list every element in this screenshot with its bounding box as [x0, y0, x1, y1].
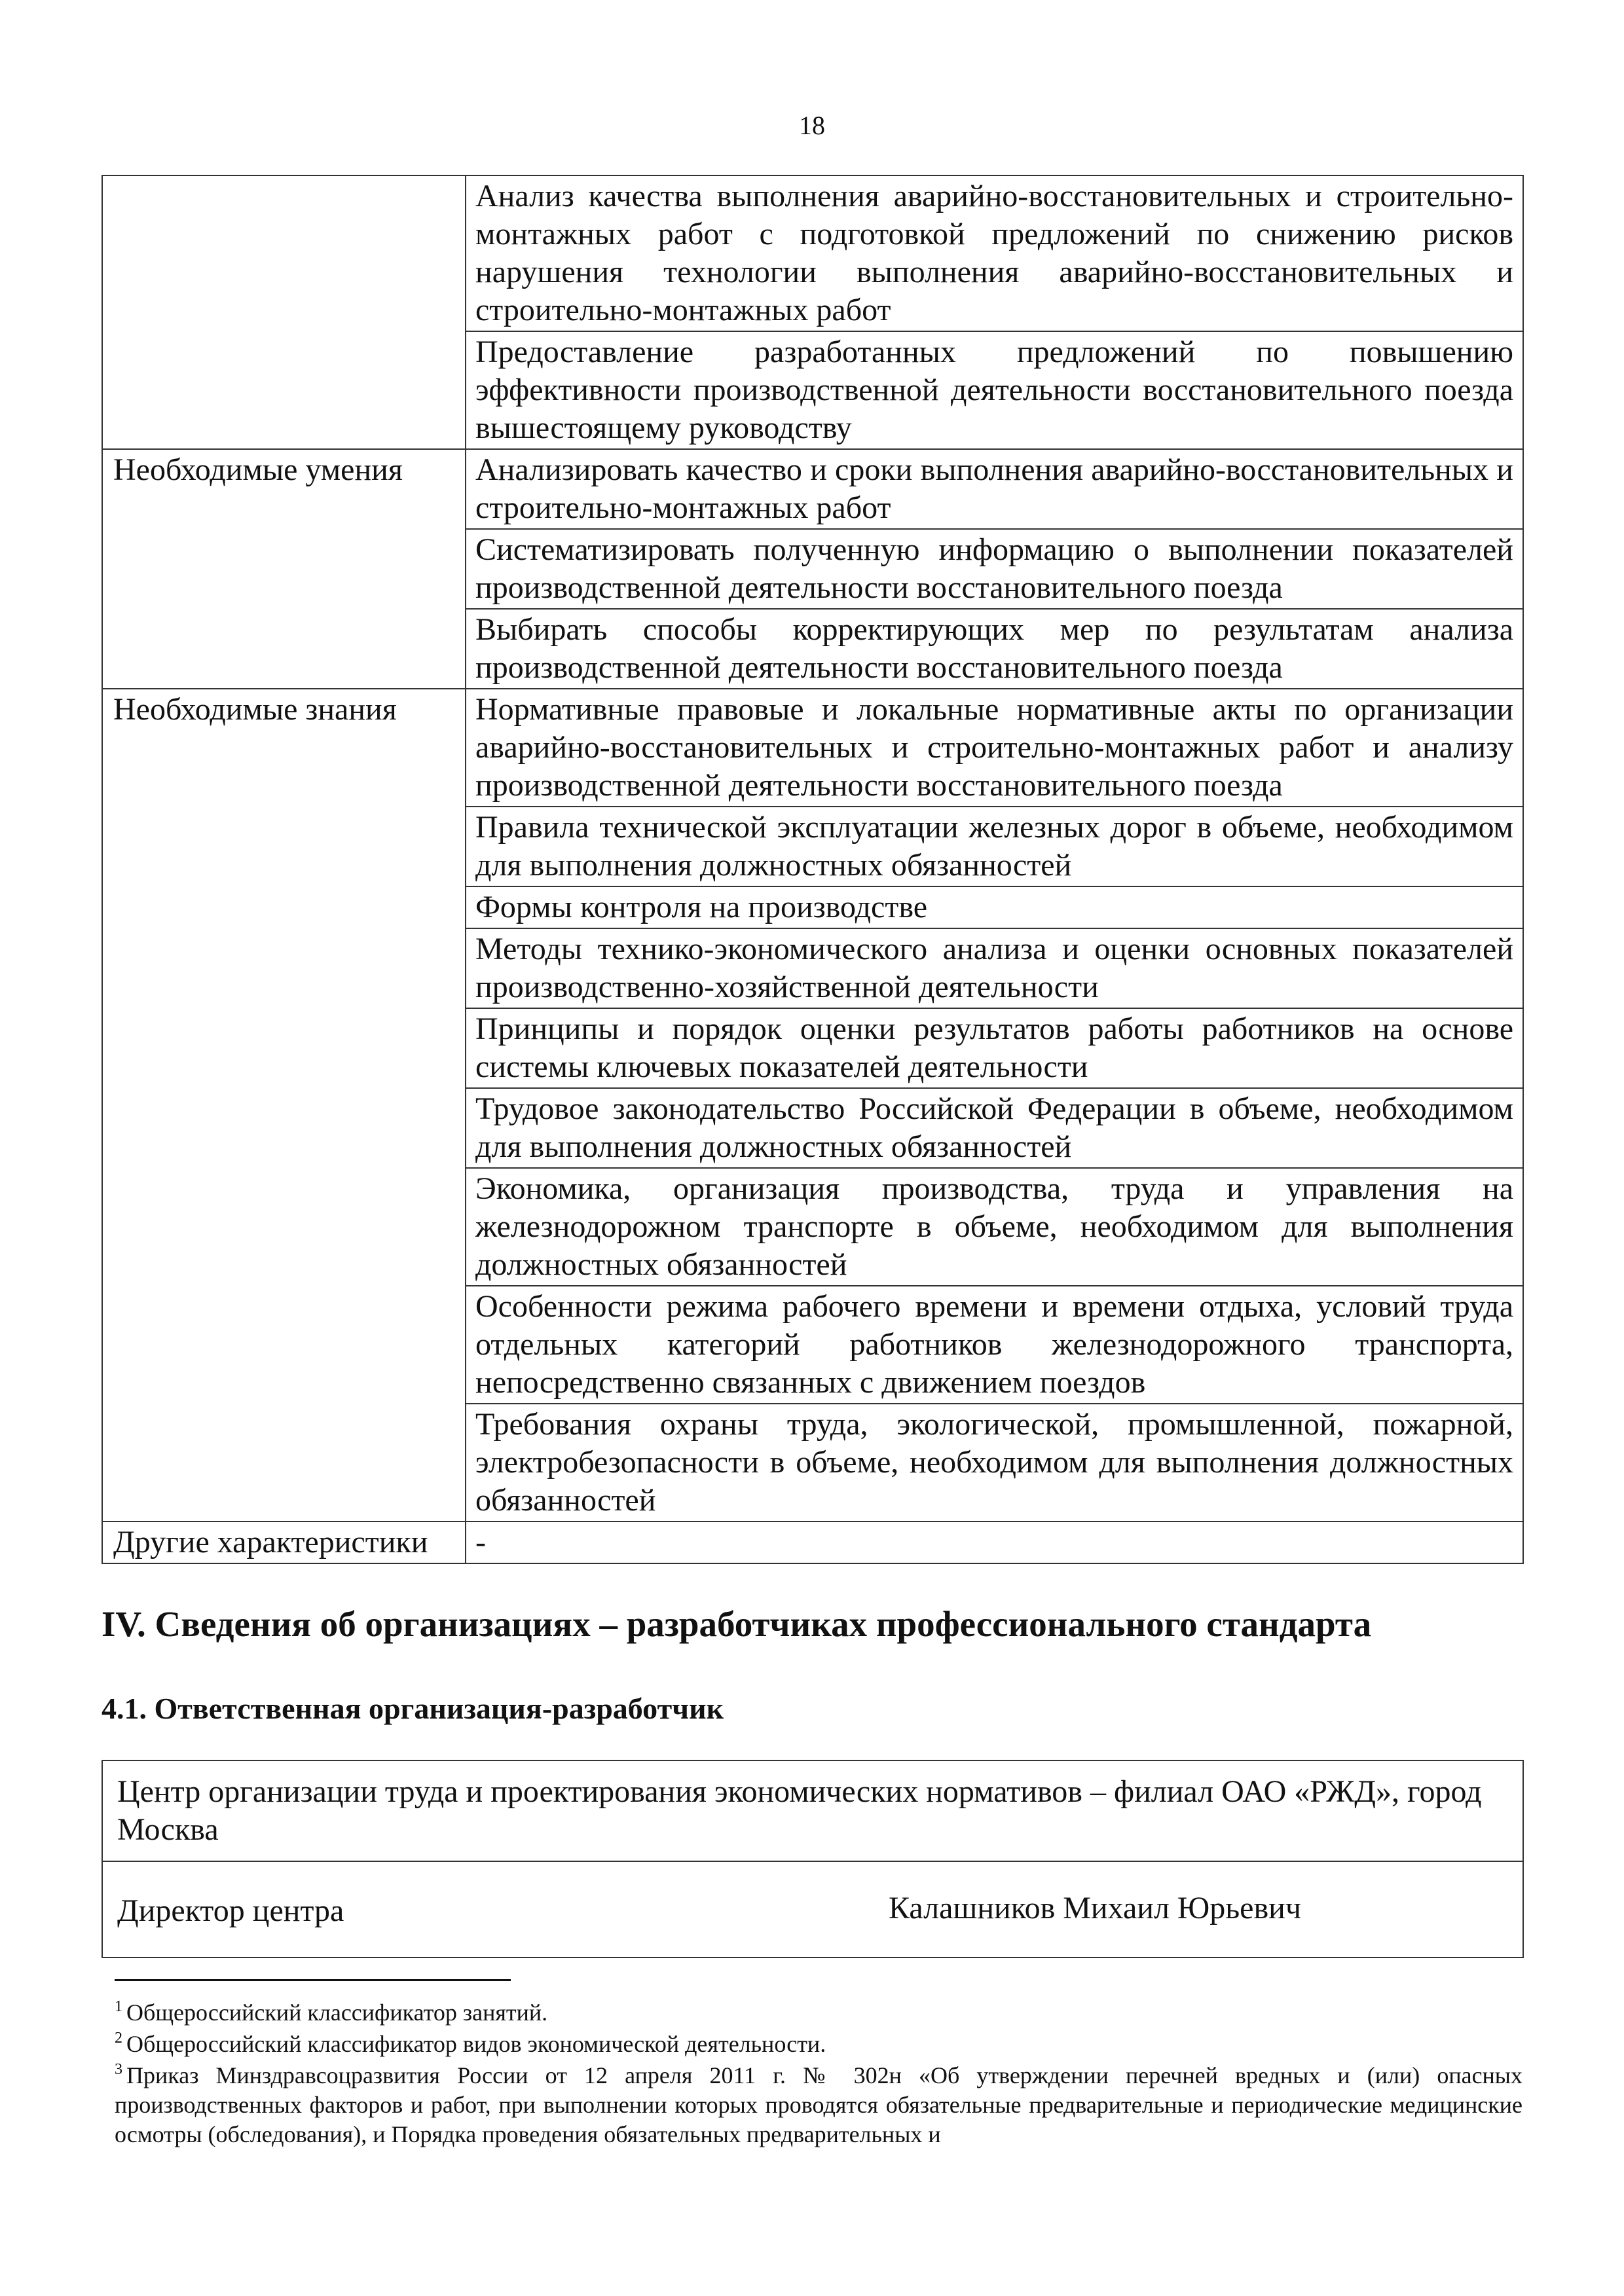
- subsection-heading: 4.1. Ответственная организация-разработчик: [101, 1692, 724, 1725]
- director-name: Калашников Михаил Юрьевич: [889, 1891, 1301, 1925]
- footnote-number: 2: [115, 2030, 122, 2047]
- table-cell: Выбирать способы корректирующих мер по результатам анализа производственной деятельности восстановительного поезда: [466, 609, 1523, 689]
- organization-name: Центр организации труда и проектирования экономических нормативов – филиал ОАО «РЖД», город Москва: [117, 1774, 1482, 1847]
- row-label-cell: [102, 175, 466, 449]
- table-cell: Нормативные правовые и локальные нормативные акты по организации аварийно-восстановительных и строительно-монтажных работ и анализу производственной деятельности восстановительного поезда: [466, 689, 1523, 807]
- table-cell: Анализировать качество и сроки выполнения аварийно-восстановительных и строительно-монтажных работ: [466, 449, 1523, 529]
- footnote: [115, 2061, 1522, 2149]
- row-label-knowledge: Необходимые знания: [102, 689, 466, 1522]
- table-cell: Анализ качества выполнения аварийно-восстановительных и строительно-монтажных работ с подготовкой предложений по снижению рисков нарушения технологии выполнения аварийно-восстановительных и строительно-монтажных работ: [466, 175, 1523, 331]
- footnote-separator: [115, 1979, 511, 1981]
- director-title: Директор центра: [117, 1893, 344, 1928]
- skills-knowledge-table: [101, 175, 1524, 1564]
- footnote: [115, 2030, 1522, 2059]
- table-cell: Экономика, организация производства, труда и управления на железнодорожном транспорте в объеме, необходимом для выполнения должностных обязанностей: [466, 1168, 1523, 1286]
- footnote-number: 1: [115, 1998, 122, 2015]
- section-heading: IV. Сведения об организациях – разработчиках профессионального стандарта: [101, 1604, 1372, 1644]
- developer-organization-box: [101, 1760, 1524, 1958]
- table-cell: Трудовое законодательство Российской Федерации в объеме, необходимом для выполнения должностных обязанностей: [466, 1088, 1523, 1168]
- page-number: 18: [799, 111, 825, 140]
- table-row: [102, 689, 1523, 807]
- row-label-skills: Необходимые умения: [102, 449, 466, 689]
- table-cell: -: [466, 1522, 1523, 1563]
- table-row: [102, 449, 1523, 529]
- table-cell: Требования охраны труда, экологической, промышленной, пожарной, электробезопасности в объеме, необходимом для выполнения должностных обязанностей: [466, 1404, 1523, 1522]
- table-cell: Систематизировать полученную информацию о выполнении показателей производственной деятельности восстановительного поезда: [466, 529, 1523, 609]
- table-row: [102, 1522, 1523, 1563]
- table-row: [102, 175, 1523, 331]
- footnotes: [115, 1998, 1522, 2151]
- footnote-text: Общероссийский классификатор видов экономической деятельности.: [126, 2031, 826, 2057]
- footnote-text: Общероссийский классификатор занятий.: [126, 1999, 548, 2026]
- footnote-number: 3: [115, 2061, 122, 2078]
- row-label-other: Другие характеристики: [102, 1522, 466, 1563]
- table-cell: Формы контроля на производстве: [466, 886, 1523, 928]
- table-cell: Особенности режима рабочего времени и времени отдыха, условий труда отдельных категорий работников железнодорожного транспорта, непосредственно связанных с движением поездов: [466, 1286, 1523, 1404]
- table-cell: Принципы и порядок оценки результатов работы работников на основе системы ключевых показателей деятельности: [466, 1008, 1523, 1088]
- table-cell: Правила технической эксплуатации железных дорог в объеме, необходимом для выполнения должностных обязанностей: [466, 807, 1523, 886]
- footnote-text: Приказ Минздравсоцразвития России от 12 апреля 2011 г. № 302н «Об утверждении перечней вредных и (или) опасных производственных факторов и работ, при выполнении которых проводятся обязательные предварительные и периодические медицинские осмотры (обследования), и Порядка проведения обязательных предварительных и: [115, 2062, 1522, 2147]
- footnote: [115, 1998, 1522, 2028]
- table-cell: Предоставление разработанных предложений по повышению эффективности производственной деятельности восстановительного поезда вышестоящему руководству: [466, 331, 1523, 449]
- table-cell: Методы технико-экономического анализа и оценки основных показателей производственно-хозяйственной деятельности: [466, 928, 1523, 1008]
- divider: [103, 1861, 1522, 1862]
